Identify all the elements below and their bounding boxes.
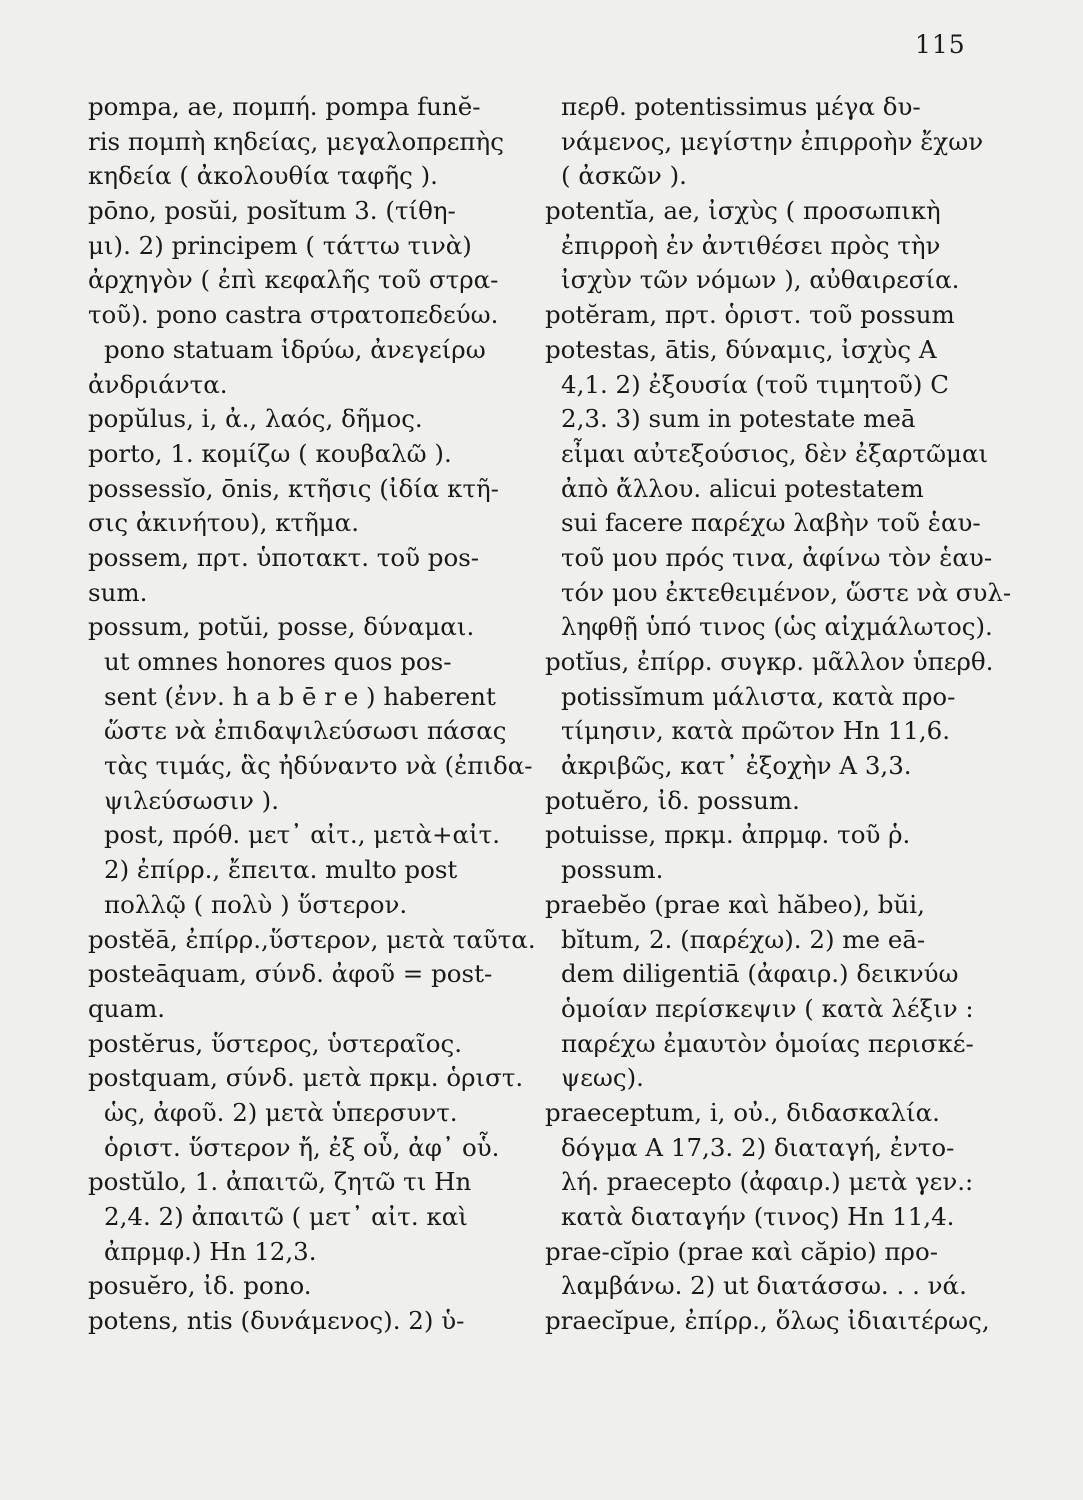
dictionary-line: ἀκριβῶς, κατ᾽ ἐξοχὴν A 3,3. (561, 751, 912, 781)
left-column (88, 90, 536, 1339)
dictionary-line: ψεως). (561, 1063, 644, 1093)
dictionary-line: παρέχω ἐμαυτὸν ὁμοίας περισκέ- (561, 1028, 974, 1058)
dictionary-line: possem, πρτ. ὑποτακτ. τοῦ pos- (88, 542, 480, 572)
dictionary-line: quam. (88, 993, 166, 1023)
dictionary-line: pōno, posŭi, posĭtum 3. (τίθη- (88, 196, 456, 226)
dictionary-line: ( ἀσκῶν ). (561, 161, 687, 191)
dictionary-line: εἶμαι αὐτεξούσιος, δὲν ἐξαρτῶμαι (561, 438, 989, 468)
dictionary-line: sent (ἐνν. h a b ē r e ) haberent (104, 681, 496, 711)
dictionary-line: prae-cĭpio (prae καὶ căpio) προ- (545, 1236, 938, 1266)
dictionary-line: ἀρχηγὸν ( ἐπὶ κεφαλῆς τοῦ στρα- (88, 265, 499, 295)
dictionary-line: πολλῷ ( πολὺ ) ὕστερον. (104, 889, 408, 919)
dictionary-line: σις ἀκινήτου), κτῆμα. (88, 508, 360, 538)
dictionary-line: potuisse, πρκμ. ἀπρμφ. τοῦ ῥ. (545, 820, 911, 850)
dictionary-line: postĕrus, ὕστερος, ὑστεραῖος. (88, 1028, 462, 1058)
dictionary-line: τοῦ μου πρός τινα, ἀφίνω τὸν ἑαυ- (561, 542, 993, 572)
dictionary-line: postquam, σύνδ. μετὰ πρκμ. ὁριστ. (88, 1063, 524, 1093)
dictionary-line: λή. praecepto (ἀφαιρ.) μετὰ γεν.: (561, 1167, 974, 1197)
dictionary-line: μι). 2) principem ( τάττω τινὰ) (88, 230, 472, 260)
dictionary-line: δόγμα A 17,3. 2) διαταγή, ἐντο- (561, 1132, 955, 1162)
dictionary-line: τόν μου ἐκτεθειμένον, ὥστε νὰ συλ- (561, 577, 1012, 607)
dictionary-line: ἰσχὺν τῶν νόμων ), αὐθαιρεσία. (561, 265, 960, 295)
dictionary-line: ὁριστ. ὕστερον ἤ, ἐξ οὗ, ἀφ᾽ οὗ. (104, 1132, 500, 1162)
dictionary-line: potĕram, πρτ. ὁριστ. τοῦ possum (545, 300, 955, 330)
dictionary-line: pono statuam ἱδρύω, ἀνεγείρω (104, 334, 486, 364)
dictionary-line: ὥστε νὰ ἐπιδαψιλεύσωσι πάσας (104, 716, 507, 746)
dictionary-line: dem diligentiā (ἀφαιρ.) δεικνύω (561, 959, 959, 989)
dictionary-line: postĕā, ἐπίρρ.,ὕστερον, μετὰ ταῦτα. (88, 924, 536, 954)
dictionary-line: praebĕo (prae καὶ hăbeo), bŭi, (545, 889, 925, 919)
dictionary-line: τίμησιν, κατὰ πρῶτον Hn 11,6. (561, 716, 951, 746)
dictionary-line: κηδεία ( ἀκολουθία ταφῆς ). (88, 161, 438, 191)
dictionary-line: potestas, ātis, δύναμις, ἰσχὺς A (545, 334, 937, 364)
dictionary-line: ἐπιρροὴ ἐν ἀντιθέσει πρὸς τὴν (561, 230, 941, 260)
dictionary-line: posteāquam, σύνδ. ἀφοῦ = post- (88, 959, 493, 989)
dictionary-line: possessĭo, ōnis, κτῆσις (ἰδία κτῆ- (88, 473, 499, 503)
dictionary-line: potentĭa, ae, ἰσχὺς ( προσωπικὴ (545, 196, 941, 226)
dictionary-line: possum. (561, 855, 664, 885)
dictionary-line: 2,3. 3) sum in potestate meā (561, 404, 916, 434)
dictionary-line: ἀπὸ ἄλλου. alicui potestatem (561, 473, 924, 503)
dictionary-line: potuĕro, ἰδ. possum. (545, 785, 800, 815)
dictionary-line: ψιλεύσωσιν ). (104, 785, 279, 815)
dictionary-line: potens, ntis (δυνάμενος). 2) ὑ- (88, 1306, 465, 1336)
dictionary-line: ἀνδριάντα. (88, 369, 228, 399)
dictionary-line: ἀπρμφ.) Hn 12,3. (104, 1236, 317, 1266)
dictionary-line: post, πρόθ. μετ᾽ αἰτ., μετὰ+αἰτ. (104, 820, 501, 850)
dictionary-line: λαμβάνω. 2) ut διατάσσω. . . νά. (561, 1271, 967, 1301)
dictionary-line: ὁμοίαν περίσκεψιν ( κατὰ λέξιν : (561, 993, 974, 1023)
right-column (545, 90, 1012, 1339)
page-number: 115 (915, 30, 966, 59)
dictionary-line: νάμενος, μεγίστην ἐπιρροὴν ἔχων (561, 126, 984, 156)
dictionary-line: praecĭpue, ἐπίρρ., ὅλως ἰδιαιτέρως, (545, 1306, 990, 1336)
dictionary-line: pompa, ae, πομπή. pompa funĕ- (88, 92, 481, 121)
dictionary-line: sui facere παρέχω λαβὴν τοῦ ἑαυ- (561, 508, 981, 538)
dictionary-line: τὰς τιμάς, ἃς ἠδύναντο νὰ (ἐπιδα- (104, 751, 533, 781)
dictionary-line: potĭus, ἐπίρρ. συγκρ. μᾶλλον ὑπερθ. (545, 647, 994, 676)
dictionary-line: ut omnes honores quos pos- (104, 647, 452, 676)
dictionary-line: potissĭmum μάλιστα, κατὰ προ- (561, 681, 956, 711)
dictionary-line: ληφθῇ ὑπό τινος (ὡς αἰχμάλωτος). (561, 612, 993, 642)
dictionary-line: ris πομπὴ κηδείας, μεγαλοπρεπὴς (88, 126, 504, 156)
dictionary-line: τοῦ). pono castra στρατοπεδεύω. (88, 300, 499, 330)
dictionary-line: 2,4. 2) ἀπαιτῶ ( μετ᾽ αἰτ. καὶ (104, 1202, 468, 1231)
dictionary-line: porto, 1. κομίζω ( κουβαλῶ ). (88, 438, 452, 468)
dictionary-line: ὡς, ἀφοῦ. 2) μετὰ ὑπερσυντ. (104, 1097, 458, 1127)
dictionary-line: περθ. potentissimus μέγα δυ- (561, 92, 921, 121)
dictionary-line: posuĕro, ἰδ. pono. (88, 1271, 312, 1301)
dictionary-line: 4,1. 2) ἐξουσία (τοῦ τιμητοῦ) C (561, 369, 950, 399)
dictionary-line: κατὰ διαταγήν (τινος) Hn 11,4. (561, 1202, 955, 1231)
dictionary-line: postŭlo, 1. ἀπαιτῶ, ζητῶ τι Hn (88, 1167, 472, 1197)
dictionary-line: popŭlus, i, ἀ., λαός, δῆμος. (88, 404, 423, 434)
dictionary-line: sum. (88, 577, 148, 607)
dictionary-line: praeceptum, i, οὐ., διδασκαλία. (545, 1097, 940, 1127)
dictionary-line: possum, potŭi, posse, δύναμαι. (88, 612, 475, 642)
dictionary-line: 2) ἐπίρρ., ἔπειτα. multo post (104, 855, 458, 885)
dictionary-line: bĭtum, 2. (παρέχω). 2) me eā- (561, 924, 926, 954)
